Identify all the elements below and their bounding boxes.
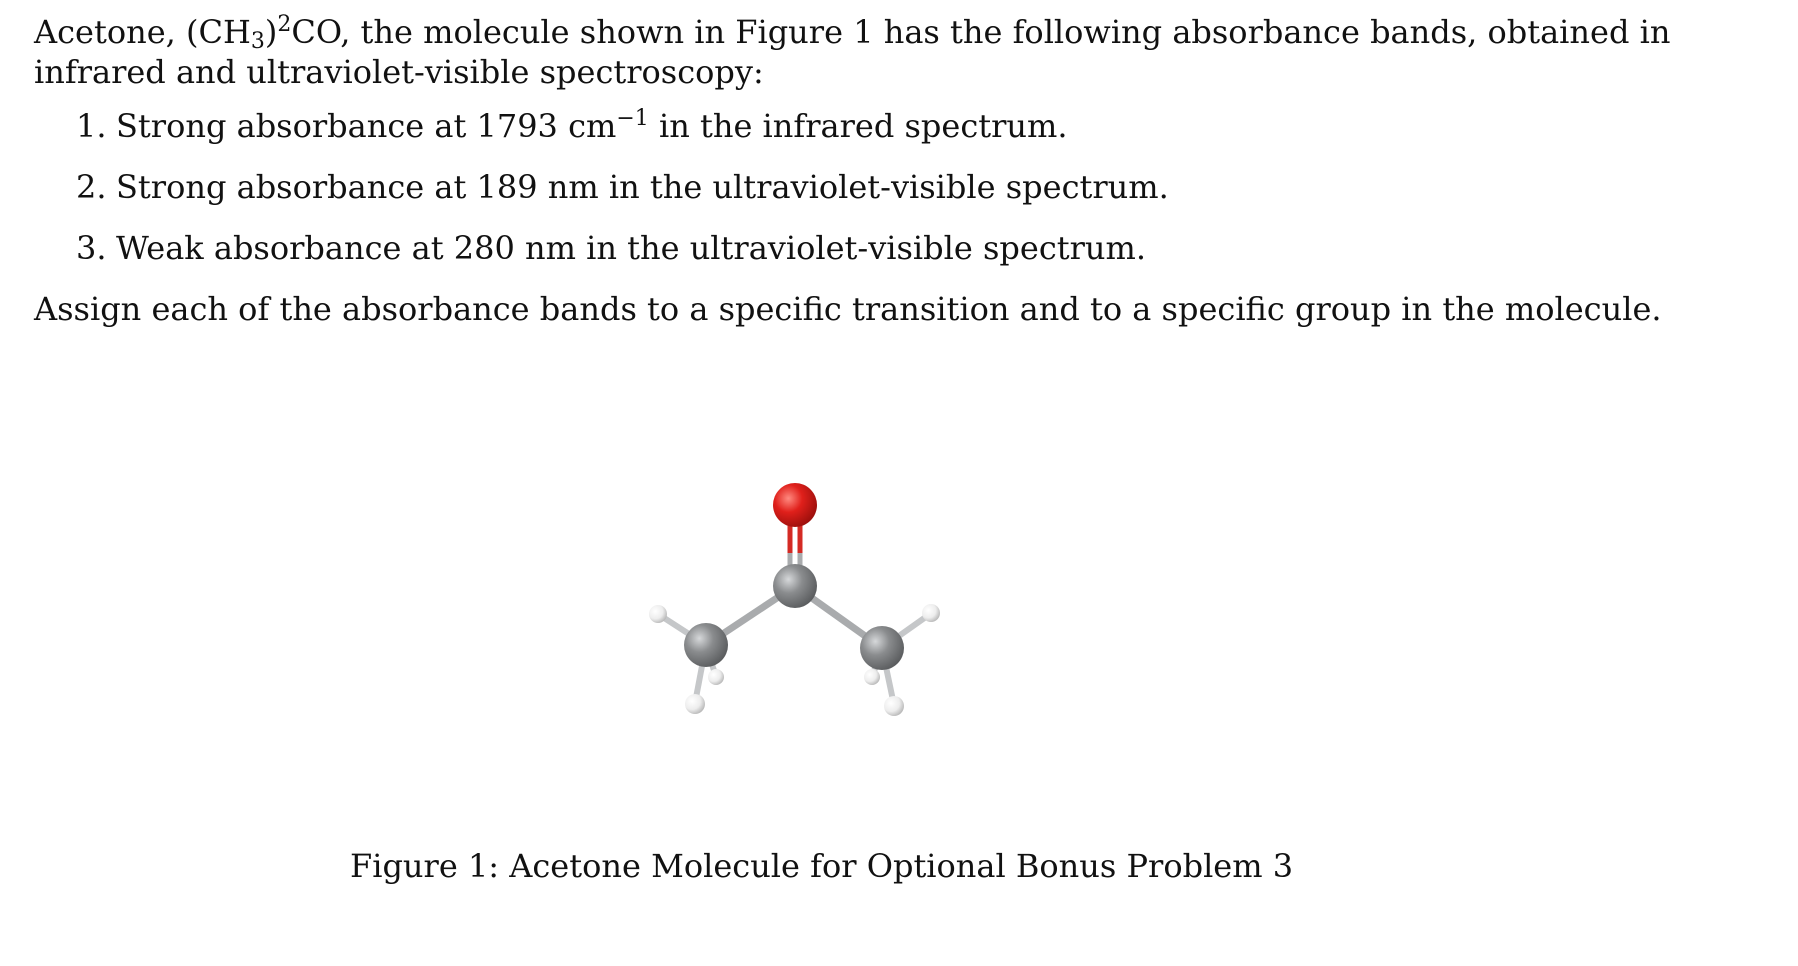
list-item xyxy=(34,106,1774,146)
atoms xyxy=(649,483,940,716)
intro-line2: infrared and ultraviolet-visible spectroscopy: xyxy=(34,53,764,91)
list-item-text-after: in the infrared spectrum. xyxy=(648,107,1068,145)
list-item-number: 1. xyxy=(76,107,107,145)
list-item xyxy=(34,167,1774,207)
list-item-text: Weak absorbance at 280 nm in the ultraviolet-visible spectrum. xyxy=(116,229,1147,267)
acetone-molecule-figure xyxy=(620,455,980,725)
assign-paragraph: Assign each of the absorbance bands to a specific transition and to a specific group in the molecule. xyxy=(34,290,1662,328)
list-item-number: 2. xyxy=(76,168,107,206)
intro-sub: 3 xyxy=(250,29,265,54)
oxygen-atom xyxy=(773,483,817,527)
carbon-atom-left xyxy=(684,623,728,667)
list-item-text: Strong absorbance at 189 nm in the ultraviolet-visible spectrum. xyxy=(116,168,1169,206)
list-item-number: 3. xyxy=(76,229,107,267)
carbon-atom-central xyxy=(773,564,817,608)
absorbance-list xyxy=(34,106,1774,268)
intro-paragraph xyxy=(34,12,1774,92)
intro-part2: ) xyxy=(264,13,278,51)
carbon-atom-right xyxy=(860,626,904,670)
intro-part3: CO, the molecule shown in Figure 1 has the following absorbance bands, obtained in xyxy=(291,13,1671,51)
intro-part1: Acetone, (CH xyxy=(34,13,251,51)
hydrogen-atom xyxy=(649,605,667,623)
hydrogen-atom xyxy=(922,604,940,622)
list-item-text: Strong absorbance at 1793 cm xyxy=(116,107,617,145)
hydrogen-atom xyxy=(685,694,705,714)
hydrogen-atom xyxy=(708,669,724,685)
hydrogen-atom xyxy=(884,696,904,716)
bonds xyxy=(658,515,930,705)
intro-sup: 2 xyxy=(277,12,292,37)
hydrogen-atom xyxy=(864,669,880,685)
figure-caption: Figure 1: Acetone Molecule for Optional Bonus Problem 3 xyxy=(350,847,1294,885)
problem-text xyxy=(34,12,1774,329)
list-item xyxy=(34,228,1774,268)
list-item-sup: −1 xyxy=(616,106,649,131)
